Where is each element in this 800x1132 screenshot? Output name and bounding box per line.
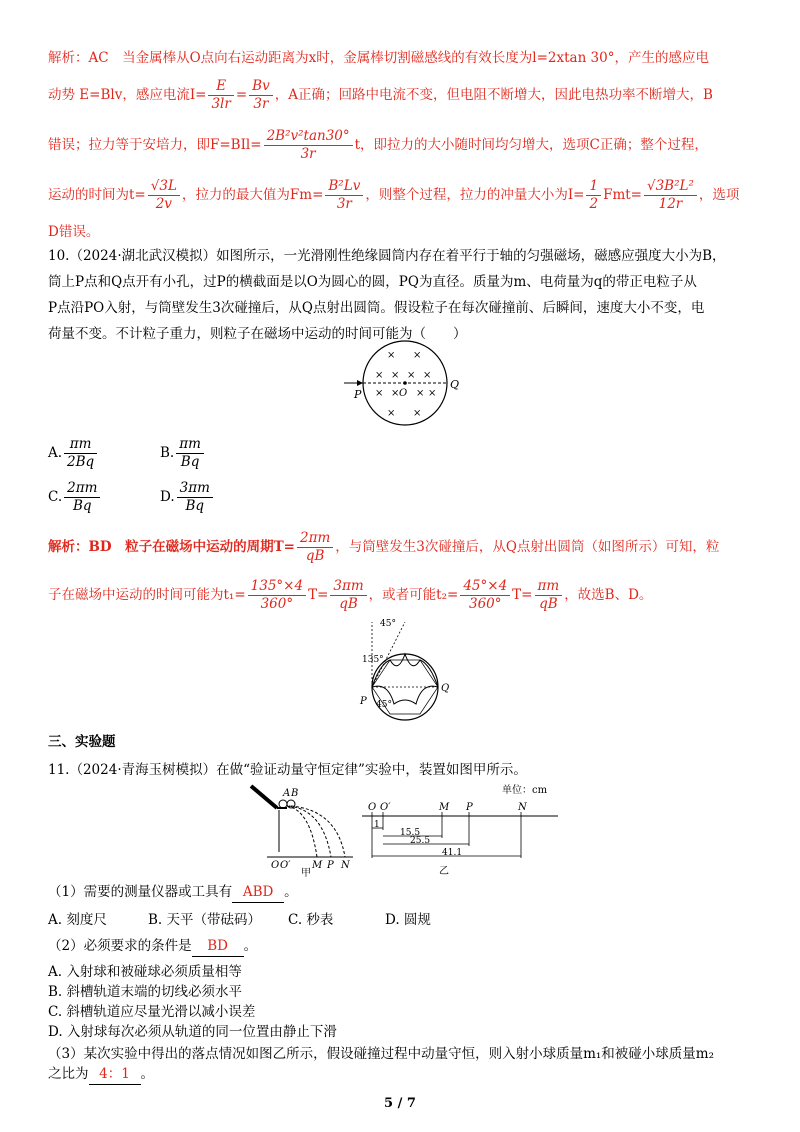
- label-p: P: [466, 802, 473, 813]
- dim-label-4: 41.1: [442, 848, 463, 858]
- answer-part2: BD: [192, 936, 244, 957]
- q10-option-b: B. $\frac{\pi m}{Bq}$: [160, 436, 206, 471]
- label-p: P: [360, 696, 367, 707]
- caption-jia: 甲: [301, 868, 311, 877]
- label-o: O: [399, 388, 408, 399]
- q10-option-c: C. $\frac{2\pi m}{Bq}$: [48, 480, 102, 515]
- ball-b: [287, 800, 295, 808]
- q9-solution-line4: 运动的时间为t= $\frac{√3L}{2v}$ ，拉力的最大值为Fm= $\frac{\text{B²Lv}}{3r}$ ，则整个过程，拉力的冲量大小为I= $\frac{1}{2}$ Fmt= $\frac{\text{√3B²L²}}{12r}$ ，选项: [48, 178, 740, 212]
- q10-option-d: D. $\frac{3\pi m}{Bq}$: [160, 480, 215, 515]
- field-mark: ×: [387, 350, 396, 361]
- unit-label: 单位：cm: [502, 785, 548, 796]
- label-m: M: [439, 802, 450, 813]
- label-m: M: [312, 860, 323, 871]
- label-b: B: [291, 788, 299, 799]
- q11-stem: 11.（2024·青海玉树模拟）在做“验证动量守恒定律”实验中，装置如图甲所示。: [48, 762, 527, 778]
- q9-solution-line3: 错误；拉力等于安培力，即F=BIl= $\frac{\text{2B²v²tan30°}}{3r}$ t，即拉力的大小随时间均匀增大，选项C正确；整个过程，: [48, 128, 708, 162]
- incident-arrow-head: [357, 380, 363, 386]
- q11-apparatus-figure: [245, 782, 355, 877]
- q10-solution-line2: 子在磁场中运动的时间可能为t₁= $\frac{135^\circ\times 4}{360^\circ}$ T= $\frac{3\pi m}{qB}$ ，或者可能t₂= $\frac{45^\circ\times 4}{360^\circ}$ T= $\frac{\pi m}{qB}$ ，故选B、D。: [48, 578, 653, 612]
- q11-part3-line2: 之比为 4：1 。: [48, 1064, 154, 1085]
- field-mark: ×: [413, 408, 422, 419]
- q10-stem-line1: 10.（2024·湖北武汉模拟）如图所示，一光滑刚性绝缘圆筒内存在着平行于轴的匀强磁场，磁感应强度大小为B，: [48, 248, 726, 264]
- label-o-prime: O′: [280, 860, 291, 871]
- q10-cylinder-figure: [340, 338, 470, 428]
- q10-solution-line1: 解析：BD 粒子在磁场中运动的周期T= $\frac{2\pi m}{qB}$ ，与筒壁发生3次碰撞后，从Q点射出圆筒（如图所示）可知，粒: [48, 530, 720, 564]
- label-p: P: [354, 388, 362, 401]
- field-mark: ×: [391, 370, 400, 381]
- q10-stem-line4: 荷量不变。不计粒子重力，则粒子在磁场中运动的时间可能为（ ）: [48, 326, 467, 342]
- trajectory-m: [287, 806, 317, 857]
- label-q: Q: [441, 683, 450, 694]
- label-a: A: [283, 788, 291, 799]
- trajectory-n: [291, 806, 345, 857]
- q11-landing-ruler-figure: [362, 782, 562, 877]
- q11-part1-option-c: C. 秒表: [288, 912, 334, 928]
- q11-part1-option-d: D. 圆规: [385, 912, 431, 928]
- q10-option-a: A. $\frac{\pi m}{2Bq}$: [48, 436, 99, 471]
- q9-solution-line2: 动势 E=Blv，感应电流I= $\frac{E}{3lr}$ = $\frac{Bv}{3r}$ ，A正确；回路中电流不变，但电阻不断增大，因此电热功率不断增大，B: [48, 78, 713, 112]
- label-n: N: [518, 802, 527, 813]
- q10-trajectory-figure: [350, 612, 460, 722]
- field-mark: ×: [416, 388, 425, 399]
- q10-stem-line3: P点沿PO入射，与筒壁发生3次碰撞后，从Q点射出圆筒。假设粒子在每次碰撞前、后瞬间，速度大小不变，电: [48, 300, 705, 316]
- field-mark: ×: [407, 370, 416, 381]
- center-o: [403, 381, 407, 385]
- q11-part3-line1: （3）某次实验中得出的落点情况如图乙所示，假设碰撞过程中动量守恒，则入射小球质量m₁和被碰小球质量m₂: [48, 1046, 715, 1062]
- field-mark: ×: [428, 388, 437, 399]
- label-o: O: [271, 860, 280, 871]
- field-mark: ×: [375, 370, 384, 381]
- q11-part2-option-c: C. 斜槽轨道应尽量光滑以减小误差: [48, 1004, 256, 1020]
- dim-label-3: 25.5: [410, 836, 431, 846]
- q11-part1-option-b: B. 天平（带砝码）: [148, 912, 262, 928]
- q9-solution-line1: 解析：AC 当金属棒从O点向右运动距离为x时，金属棒切割磁感线的有效长度为l=2xtan 30°，产生的感应电: [48, 50, 709, 66]
- trajectory-p: [289, 806, 331, 857]
- dim-label-2: 15.5: [400, 828, 421, 838]
- q10-stem-line2: 筒上P点和Q点开有小孔，过P的横截面是以O为圆心的圆，PQ为直径。质量为m、电荷量为q的带正电粒子从: [48, 274, 697, 290]
- chute-ramp: [251, 786, 277, 808]
- angle-135: 135°: [362, 655, 384, 665]
- field-mark: ×: [375, 388, 384, 399]
- q11-part2-option-a: A. 入射球和被碰球必须质量相等: [48, 964, 242, 980]
- q11-part1-option-a: A. 刻度尺: [48, 912, 107, 928]
- label-o: O: [368, 802, 377, 813]
- field-mark: ×: [413, 350, 422, 361]
- field-mark: ×: [391, 388, 400, 399]
- q9-solution-line5: D错误。: [48, 224, 100, 240]
- answer-part1: ABD: [232, 882, 284, 903]
- caption-yi: 乙: [439, 866, 449, 877]
- q11-part2: （2）必须要求的条件是 BD 。: [48, 936, 257, 957]
- page-number: 5 / 7: [384, 1096, 416, 1111]
- dim-label-1: 1: [374, 820, 380, 830]
- label-o-prime: O′: [380, 802, 391, 813]
- q11-part1: （1）需要的测量仪器或工具有 ABD 。: [48, 882, 298, 903]
- ball-a: [279, 800, 287, 808]
- label-p: P: [327, 860, 334, 871]
- angle-45: 45°: [376, 700, 392, 710]
- angle-45-top: 45°: [380, 619, 396, 629]
- label-n: N: [341, 860, 350, 871]
- answer-part3: 4：1: [89, 1064, 141, 1085]
- q11-part2-option-d: D. 入射球每次必须从轨道的同一位置由静止下滑: [48, 1024, 337, 1040]
- field-mark: ×: [423, 370, 432, 381]
- section-heading: 三、实验题: [48, 734, 116, 750]
- q11-part2-option-b: B. 斜槽轨道末端的切线必须水平: [48, 984, 243, 1000]
- label-q: Q: [450, 378, 460, 391]
- field-mark: ×: [387, 408, 396, 419]
